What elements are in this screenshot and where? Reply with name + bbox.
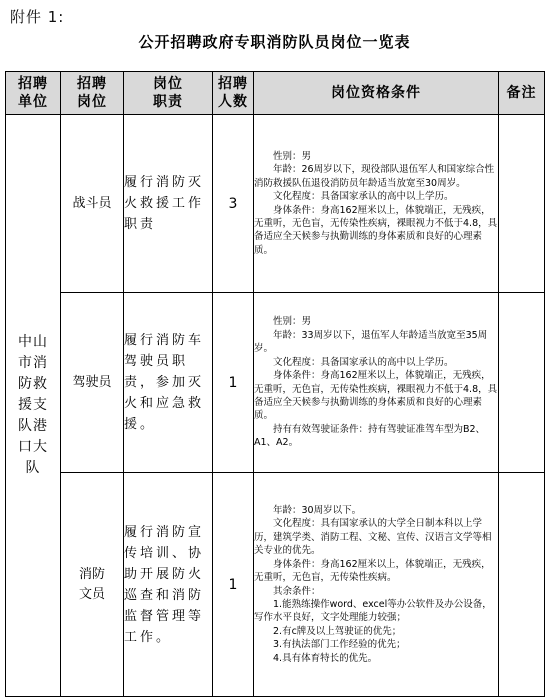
duty-cell: 履行消防灭火救援工作职责 xyxy=(124,115,213,293)
document-title: 公开招聘政府专职消防队员岗位一览表 xyxy=(138,33,411,51)
qualification-line: 身体条件：身高162厘米以上，体貌端正，无残疾，无重听，无色盲，无传染性疾病。 xyxy=(254,558,491,584)
header-position: 招聘岗位 xyxy=(61,72,124,115)
position-cell: 驾驶员 xyxy=(61,293,124,473)
qualification-line: 文化程度：具备国家承认的高中以上学历。 xyxy=(273,356,454,368)
qualification-cell xyxy=(254,473,499,697)
qualification-line: 身体条件：身高162厘米以上，体貌端正，无残疾，无重听，无色盲，无传染性疾病，裸眼视力不低于4.8，具备适应全天候参与执勤训练的身体素质和良好的心理素质。 xyxy=(254,204,498,256)
header-unit: 招聘单位 xyxy=(6,72,61,115)
duty-cell: 履行消防宣传培训、协助开展防火巡查和消防监督管理等工作。 xyxy=(124,473,213,697)
duty-cell: 履行消防车驾驶员职责，参加灭火和应急救援。 xyxy=(124,293,213,473)
position-cell: 消防文员 xyxy=(61,473,124,697)
qualification-line: 文化程度：具备国家承认的高中以上学历。 xyxy=(273,191,454,203)
table-row xyxy=(6,115,545,293)
attachment-label: 附件 1: xyxy=(10,8,65,26)
remark-cell xyxy=(499,115,545,293)
count-cell: 1 xyxy=(213,473,254,697)
header-count: 招聘人数 xyxy=(213,72,254,115)
unit-cell xyxy=(6,115,61,697)
header-duty: 岗位职责 xyxy=(124,72,213,115)
qualification-cell xyxy=(254,293,499,473)
positions-table xyxy=(5,71,545,697)
qualification-line: 性别：男 xyxy=(273,316,312,328)
position-cell: 战斗员 xyxy=(61,115,124,293)
qualification-line: 身体条件：身高162厘米以上，体貌端正，无残疾，无重听，无色盲，无传染性疾病，裸眼视力不低于4.8，具备适应全天候参与执勤训练的身体素质和良好的心理素质。 xyxy=(254,370,498,422)
qualification-line: 其余条件： xyxy=(273,585,321,597)
qualification-line: 持有有效驾驶证条件：持有驾驶证准驾车型为B2、A1、A2。 xyxy=(254,423,486,449)
unit-name: 中山市消防救援支队港口大队 xyxy=(18,334,48,476)
header-remark: 备注 xyxy=(499,72,545,115)
remark-cell xyxy=(499,293,545,473)
qualification-line: 3.有执法部门工作经验的优先； xyxy=(273,639,406,651)
qualification-line: 2.有c牌及以上驾驶证的优先； xyxy=(273,625,402,637)
qualification-line: 性别：男 xyxy=(273,150,312,162)
count-cell: 1 xyxy=(213,293,254,473)
qualification-line: 文化程度：具有国家承认的大学全日制本科以上学历，建筑学类、消防工程、文秘、宣传、汉语言文学等相关专业的优先。 xyxy=(254,518,492,557)
qualification-line: 年龄：33周岁以下，退伍军人年龄适当放宽至35周岁。 xyxy=(254,329,488,355)
header-qualification: 岗位资格条件 xyxy=(254,72,499,115)
count-cell: 3 xyxy=(213,115,254,293)
qualification-line: 4.具有体育特长的优先。 xyxy=(273,652,378,664)
table-row xyxy=(6,293,545,473)
qualification-cell xyxy=(254,115,499,293)
table-row xyxy=(6,473,545,697)
remark-cell xyxy=(499,473,545,697)
qualification-line: 年龄：26周岁以下，现役部队退伍军人和国家综合性消防救援队伍退役消防员年龄适当放宽至30周岁。 xyxy=(254,164,495,189)
qualification-line: 年龄：30周岁以下。 xyxy=(273,505,362,517)
table-header-row xyxy=(6,72,545,115)
qualification-line: 1.能熟练操作word、excel等办公软件及办公设备，写作水平良好，文字处理能力较强； xyxy=(254,598,492,624)
